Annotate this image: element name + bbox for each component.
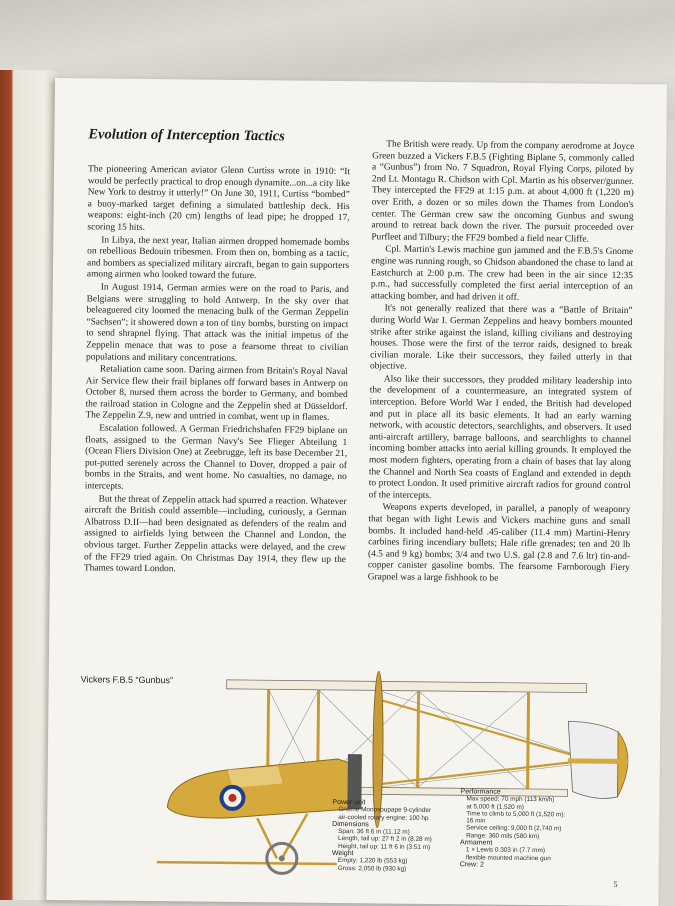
tail-booms (378, 699, 579, 786)
paragraph: The pioneering American aviator Glenn Curtiss wrote in 1910: “It would be perfectly practical to drop enough dynamite...on...a city like New York to destroy it utterly!” On June 30, 1911, Curtiss “bombed” a buoy-marked target defining a simulated battleship deck. His weapons: eight-inch (20 cm) lengths of lead pipe; he dropped 17, scoring 15 hits. (87, 164, 351, 233)
spec-line: Length, tail up: 27 ft 2 in (8.28 m) (338, 835, 432, 844)
tailplane (568, 758, 628, 764)
paragraph: In August 1914, German armies were on the road to Paris, and Belgians were struggling to hold Antwerp. In the sky over that beleaguered city loomed the menacing bulk of the German Zeppelin “Sachsen”; it showered down a ton of tiny bombs, bursting on impact to send shrapnel flying. That attack was the initial impetus of the Zeppelin menace that was to pose a fearsome threat to civilian populations and military concentrations. (86, 282, 349, 364)
spec-line: Service ceiling: 9,000 ft (2,740 m) (466, 824, 562, 833)
spec-line: at 5,000 ft (1,520 m) (466, 802, 524, 811)
spec-line: Gnôme Monosoupape 9-cylinder (338, 806, 432, 815)
spec-heading: Power unit (332, 798, 366, 807)
rudder (618, 732, 629, 797)
spec-heading: Dimensions (332, 820, 369, 829)
spec-heading: Weight (331, 850, 354, 858)
paragraph: The British were ready. Up from the company aerodrome at Joyce Green buzzed a Vickers F.B.5 (Fighting Biplane 5, commonly called a “Gunbus”) from No. 7 Squadron, Royal Flying Corps, piloted by 2nd Lt. Montagu R. Chidson with Cpl. Martin as his observer/gunner. They intercepted the FF29 at 1:15 p.m. at about 4,000 ft (1,220 m) over Erith, a dozen or so miles down the Thames from London's center. The German crew saw the oncoming Gunbus and swung around to retreat back down the river. The pursuit proceeded over Purfleet and Tilbury; the FF29 bombed a field near Cliffe. (371, 139, 635, 245)
fuselage-nacelle (167, 757, 353, 819)
undercarriage (157, 812, 338, 864)
spec-line: flexible mounted machine gun (465, 854, 551, 862)
spec-line: Gross: 2,050 lb (930 kg) (337, 864, 407, 873)
figure-caption: Vickers F.B.5 “Gunbus” (80, 674, 174, 686)
spec-heading: Crew: 2 (459, 861, 484, 869)
paragraph: Weapons experts developed, in parallel, a panoply of weaponry that began with light Lewis and Vickers machine guns and small bombs. It included hand-held .45-caliber (11.4 mm) Martini-Henry carbines firing incendiary bullets; Hale rifle grenades; ten and 20 lb (4.5 and 9 kg) bombs; 3/4 and two U.S. gal (2.8 and 7.6 ltr) tin-and-copper canister gasoline bombs. The fearsome Farnborough Fiery Grapnel was a large fishhook to be (367, 502, 631, 584)
spec-heading: Armament (459, 839, 493, 847)
paragraph: Cpl. Martin's Lewis machine gun jammed and the F.B.5's Gnome engine was running rough, so Chidson abandoned the chase to land at Eastchurch at 2:00 p.m. The crew had been in the air since 12:35 p.m., had successfully completed the first aerial interception of an attacking bomber, and had driven it off. (370, 244, 634, 303)
paragraph: Escalation followed. A German Friedrichshafen FF29 biplane on floats, assigned to the German Navy's See Flieger Abteilung 1 (Ocean Fliers Division One) at Zeebrugge, left its base December 21, put-putted serenely across the Channel to Dover, dropped a pair of bombs in the Straits, and went home. No casualties, no damage, no intercepts. (84, 423, 348, 492)
left-column (84, 164, 350, 579)
paragraph: Also like their successors, they prodded military leadership into the development of a countermeasure, an integrated system of interception. Before World War I ended, the British had developed and put in place all its basic elements. It had an early warning network, with acoustic detectors, searchlights, and observers. It used anti-aircraft artillery, barrage balloons, and searchlights to channel incoming bomber attacks into aerial killing grounds. It employed the most modern fighters, operating from a chain of bases that lay along the Channel and North Sea coasts of England and extended in depth to protect London. It used primitive aircraft radios for ground control of the intercepts. (368, 374, 632, 501)
spec-line: Time to climb to 5,000 ft (1,520 m): (466, 810, 566, 819)
book-page (46, 78, 667, 906)
spec-line: Height, tail up: 11 ft 6 in (3.51 m) (337, 842, 431, 851)
paragraph: In Libya, the next year, Italian airmen dropped homemade bombs on rebellious Bedouin tribesmen. From then on, bombing as a tactic, and bombers as specialized military aircraft, began to gain supporters among airmen who looked toward the future. (86, 235, 350, 282)
right-column (368, 139, 635, 587)
page-number: 5 (613, 879, 618, 889)
spec-line: 16 min (466, 817, 486, 825)
specs-left (332, 799, 473, 873)
spec-line: Max speed: 70 mph (113 km/h) (466, 795, 555, 804)
specs-right (460, 788, 611, 870)
spec-line: air-cooled rotary engine: 100 hp (338, 813, 429, 822)
spec-line: 1 × Lewis 0.303 in (7.7 mm) (465, 846, 545, 855)
spec-line: Range: 360 mils (580 km) (466, 832, 540, 840)
spec-heading: Performance (460, 788, 501, 796)
spec-line: Span: 36 ft 6 in (11.12 m) (338, 828, 410, 836)
paragraph: But the threat of Zeppelin attack had spurred a reaction. Whatever aircraft the British could assemble—including, curiously, a German Albatross D.II—had been designated as defenders of the realm and assigned to airfields lying between the Channel and London, the obvious target. Further Zeppelin attacks were delayed, and the crew of the FF29 tried again. On Christmas Day 1914, they flew up the Thames toward London. (83, 494, 347, 575)
paragraph: Retaliation came soon. Daring airmen from Britain's Royal Naval Air Service flew their frail biplanes off forward bases in Antwerp on October 8, nursed them across the border to Germany, and bombed the railroad station in Cologne and the Zeppelin shed at Düsseldorf. The Zeppelin Z.9, new and untried in combat, went up in flames. (85, 364, 348, 424)
article-title: Evolution of Interception Tactics (88, 126, 285, 145)
spec-line: Empty: 1,220 lb (553 kg) (337, 857, 408, 866)
paragraph: It's not generally realized that there was a “Battle of Britain” during World War I. German Zeppelins and heavy bombers mounted strike after strike against the island, killing civilians and destroying houses. Those were the first of the terror raids, designed to break civilian morale. Like their successors, they failed utterly in that objective. (369, 303, 633, 372)
upper-wing (227, 680, 587, 693)
